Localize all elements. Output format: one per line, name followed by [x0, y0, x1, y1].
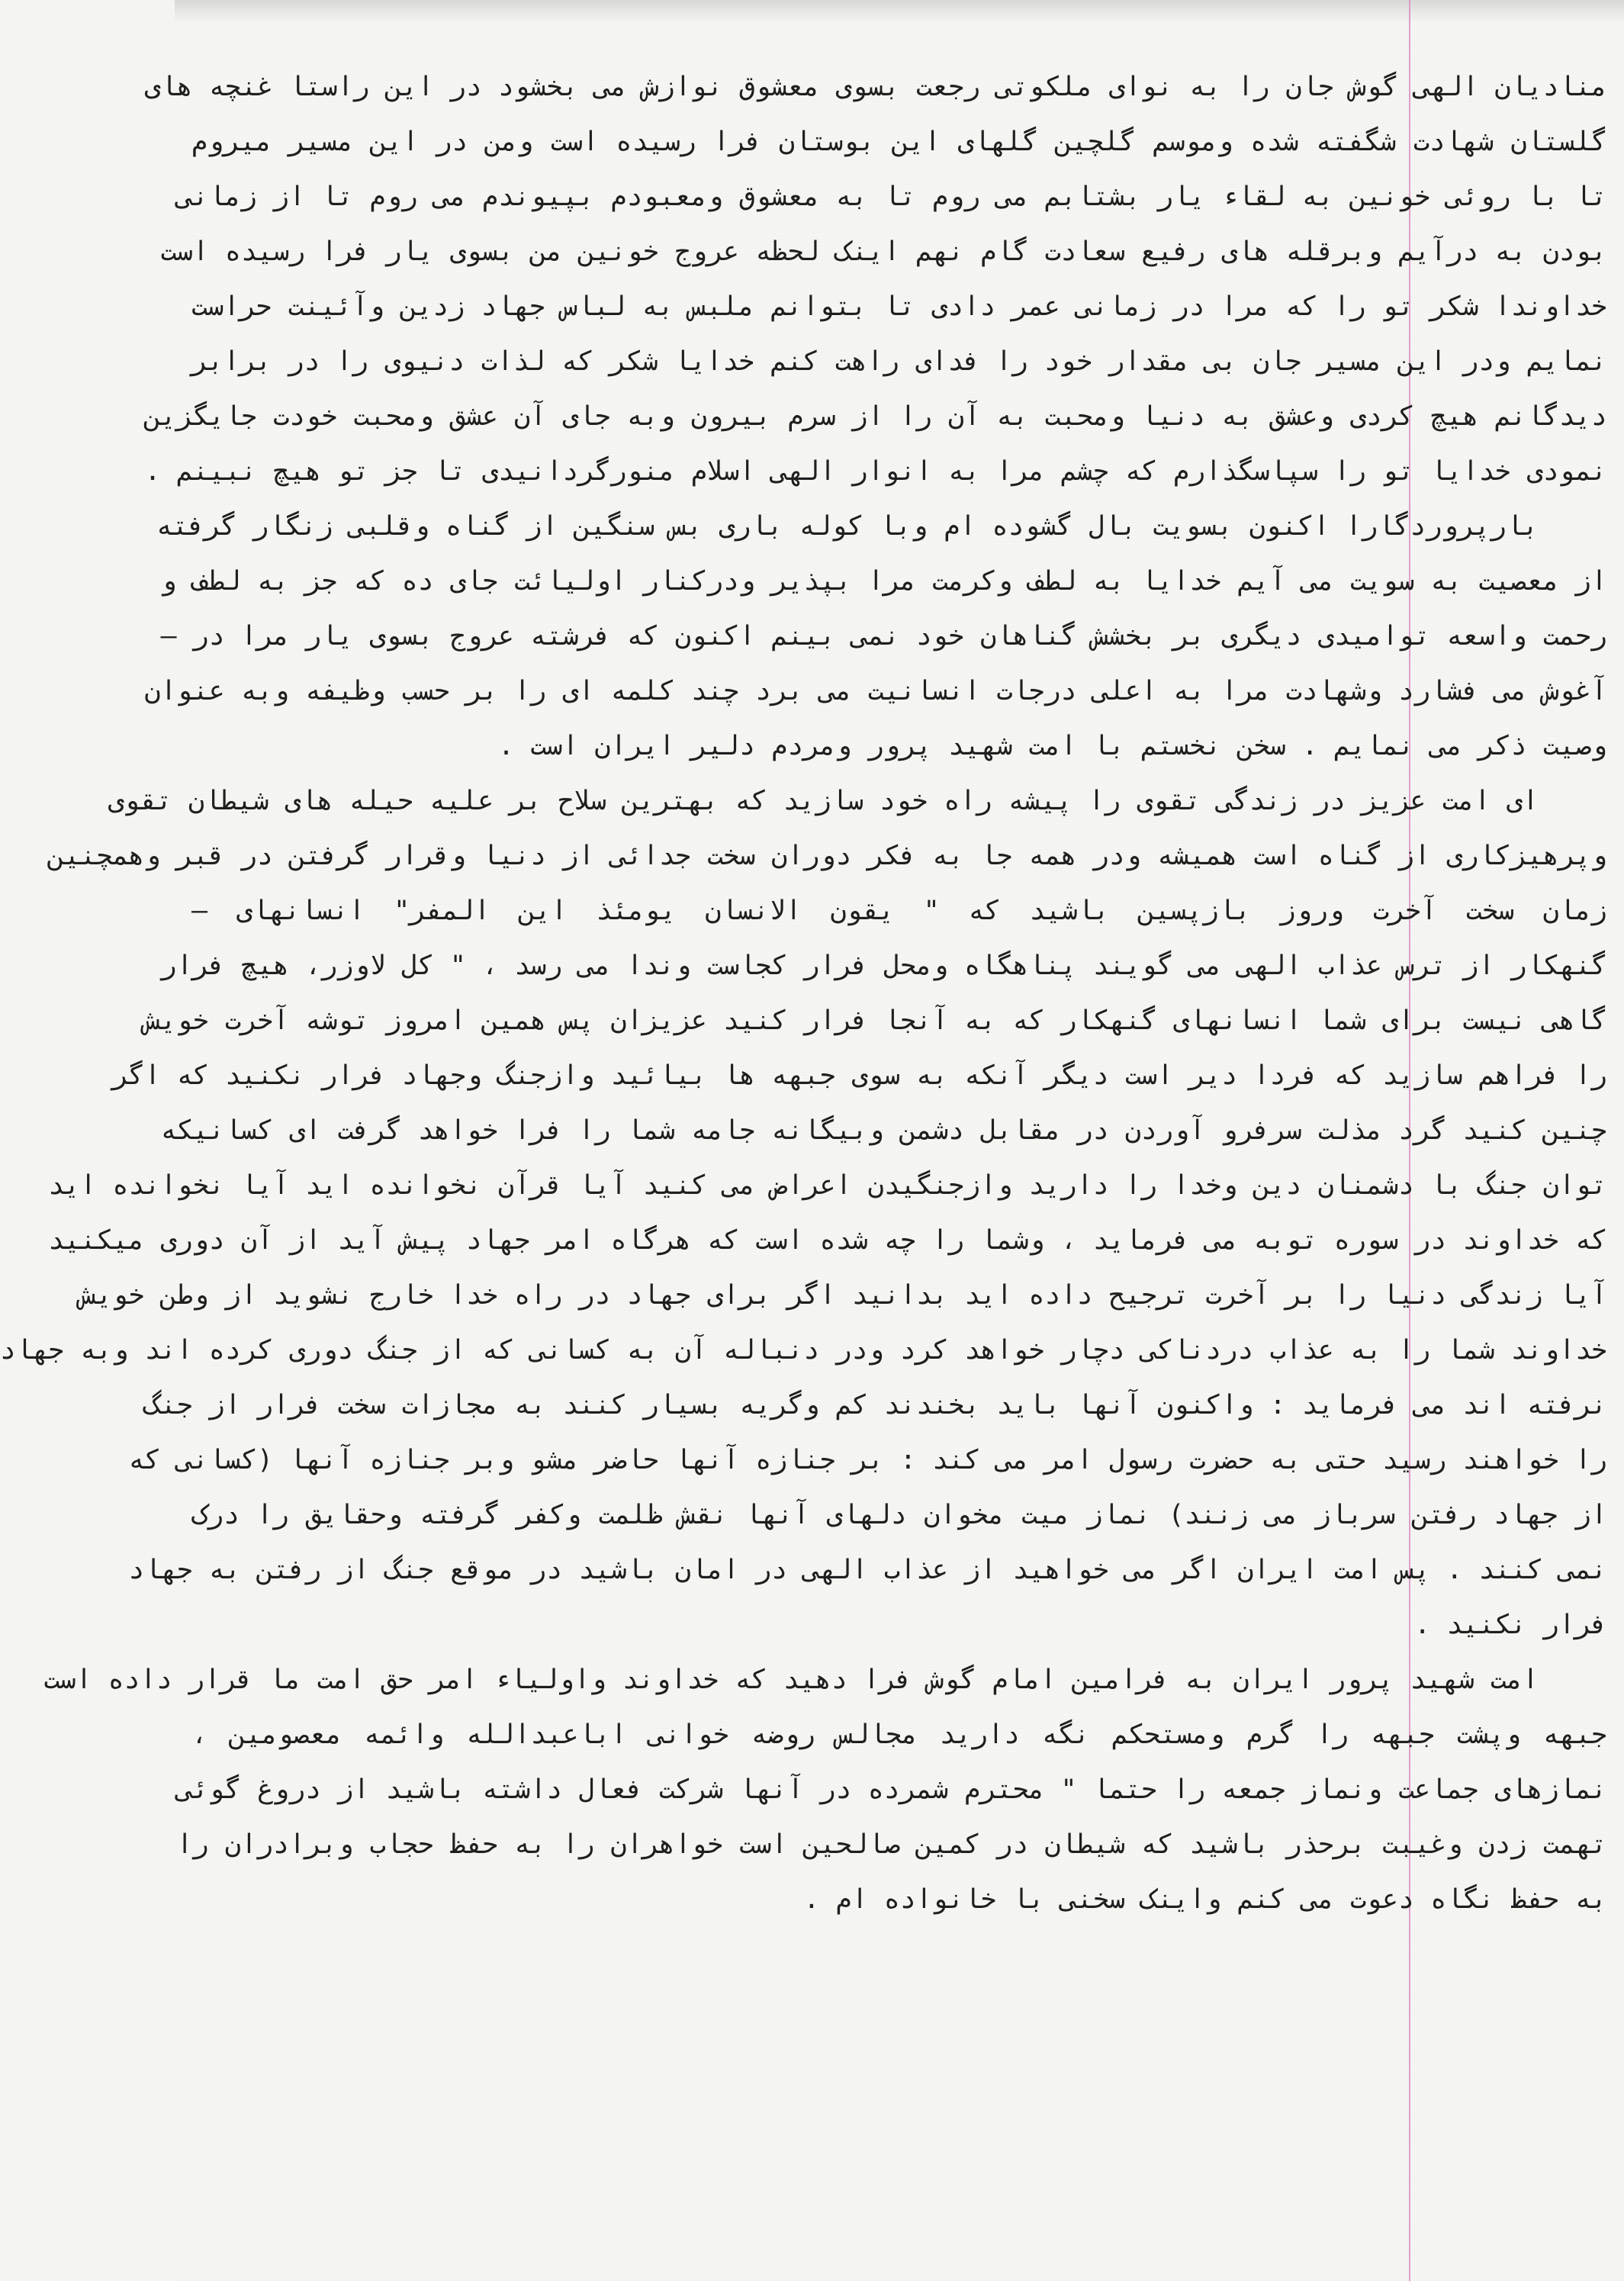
text-line: گنهکار از ترس عذاب الهی می گویند پناهگاه ومحل فرار کجاست وندا می رسد ، " کل لاوزر، هیچ فرار: [160, 951, 1607, 981]
scan-edge-shadow: [175, 0, 1624, 23]
paragraph-2: [144, 499, 1607, 774]
text-line: وصیت ذکر می نمایم . سخن نخستم با امت شهید پرور ومردم دلیر ایران است .: [498, 731, 1607, 761]
text-line: فرار نکنید .: [1414, 1610, 1607, 1640]
text-line: تهمت زدن وغیبت برحذر باشید که شیطان در کمین صالحین است خواهران را به حفظ حجاب وبرادران را: [176, 1829, 1607, 1860]
text-line: خداوند شما را به عذاب دردناکی دچار خواهد کرد ودر دنباله آن به کسانی که از جنگ دوری کرده اند وبه جهاد: [0, 1335, 1607, 1366]
text-line: توان جنگ با دشمنان دین وخدا را دارید وازجنگیدن اعراض می کنید آیا قرآن نخوانده اید آیا نخوانده اید: [48, 1170, 1607, 1201]
paragraph-4: [43, 1652, 1607, 1927]
text-line: بارپروردگارا اکنون بسویت بال گشوده ام وبا کوله باری بس سنگین از گناه وقلبی زنگار گرفته: [156, 511, 1539, 542]
text-line: را خواهند رسید حتی به حضرت رسول امر می کند : بر جنازه آنها حاضر مشو وبر جنازه آنها (کسانی که: [128, 1445, 1607, 1475]
text-line: امت شهید پرور ایران به فرامین امام گوش فرا دهید که خداوند واولیاء امر حق امت ما قرار داده است: [43, 1665, 1539, 1695]
text-line: آیا زندگی دنیا را بر آخرت ترجیح داده اید بدانید اگر برای جهاد در راه خدا خارج نشوید از وطن خویش: [80, 1280, 1607, 1311]
text-line: گاهی نیست برای شما انسانهای گنهکار که به آنجا فرار کنید عزیزان پس همین امروز توشه آخرت خویش: [144, 1005, 1607, 1036]
paragraph-3: [0, 774, 1607, 1652]
text-line: دیدگانم هیچ کردی وعشق به دنیا ومحبت به آن را از سرم بیرون وبه جای آن عشق ومحبت خودت جایگزین: [144, 401, 1607, 432]
document-body: [0, 60, 1607, 1927]
text-line: تا با روئی خونین به لقاء یار بشتابم می روم تا به معشوق ومعبودم بپیوندم می روم تا از زمانی: [176, 182, 1607, 212]
text-line: خداوندا شکر تو را که مرا در زمانی عمر دادی تا بتوانم ملبس به لباس جهاد زدین وآئینت حراست: [191, 291, 1607, 322]
text-line: ای امت عزیز در زندگی تقوی را پیشه راه خود سازید که بهترین سلاح بر علیه حیله های شیطان تقوی: [108, 786, 1539, 816]
text-line: جبهه وپشت جبهه را گرم ومستحکم نگه دارید مجالس روضه خوانی اباعبدالله وائمه معصومین ،: [191, 1720, 1607, 1750]
text-line: نمودی خدایا تو را سپاسگذارم که چشم مرا به انوار الهی اسلام منورگردانیدی تا جز تو هیچ نبینم .: [144, 456, 1607, 487]
text-line: به حفظ نگاه دعوت می کنم واینک سخنی با خانواده ام .: [803, 1884, 1607, 1915]
text-line: چنین کنید گرد مذلت سرفرو آوردن در مقابل دشمن وبیگانه جامه شما را فرا خواهد گرفت ای کسانیکه: [160, 1115, 1607, 1146]
text-line: نرفته اند می فرماید : واکنون آنها باید بخندند کم وگریه بسیار کنند به مجازات سخت فرار از جنگ: [144, 1390, 1607, 1420]
text-line: از معصیت به سویت می آیم خدایا به لطف وکرمت مرا بپذیر ودرکنار اولیائت جای ده که جز به لطف و: [160, 566, 1607, 597]
text-line: آغوش می فشارد وشهادت مرا به اعلی درجات انسانیت می برد چند کلمه ای را بر حسب وظیفه وبه عنوان: [144, 676, 1607, 706]
text-line: از جهاد رفتن سرباز می زنند) نماز میت مخوان دلهای آنها نقش ظلمت وکفر گرفته وحقایق را درک: [191, 1500, 1607, 1530]
text-line: نمازهای جماعت ونماز جمعه را حتما " محترم شمرده در آنها شرکت فعال داشته باشید از دروغ گوئی: [176, 1774, 1607, 1805]
paragraph-1: [144, 60, 1607, 499]
text-line: زمان سخت آخرت وروز بازپسین باشید که " یقون الانسان یومئذ این المفر" انسانهای –: [191, 896, 1607, 926]
text-line: وپرهیزکاری از گناه است همیشه ودر همه جا به فکر دوران سخت جدائی از دنیا وقرار گرفتن در قبر وهمچنین: [48, 841, 1607, 871]
text-line: گلستان شهادت شگفته شده وموسم گلچین گلهای این بوستان فرا رسیده است ومن در این مسیر میروم: [191, 127, 1607, 157]
text-line: را فراهم سازید که فردا دیر است دیگر آنکه به سوی جبهه ها بیائید وازجنگ وجهاد فرار نکنید که اگر: [112, 1060, 1607, 1091]
text-line: که خداوند در سوره توبه می فرماید ، وشما را چه شده است که هرگاه امر جهاد پیش آید از آن دوری میکنید: [48, 1225, 1607, 1256]
text-line: نمایم ودر این مسیر جان بی مقدار خود را فدای راهت کنم خدایا شکر که لذات دنیوی را در برابر: [191, 346, 1607, 377]
text-line: رحمت واسعه توامیدی دیگری بر بخشش گناهان خود نمی بینم اکنون که فرشته عروج بسوی یار مرا در –: [160, 621, 1607, 651]
text-line: نمی کنند . پس امت ایران اگر می خواهید از عذاب الهی در امان باشید در موقع جنگ از رفتن به جهاد: [128, 1555, 1607, 1585]
text-line: بودن به درآیم وبرقله های رفیع سعادت گام نهم اینک لحظه عروج خونین من بسوی یار فرا رسیده است: [160, 236, 1607, 267]
text-line: منادیان الهی گوش جان را به نوای ملکوتی رجعت بسوی معشوق نوازش می بخشود در این راستا غنچه های: [144, 72, 1607, 102]
